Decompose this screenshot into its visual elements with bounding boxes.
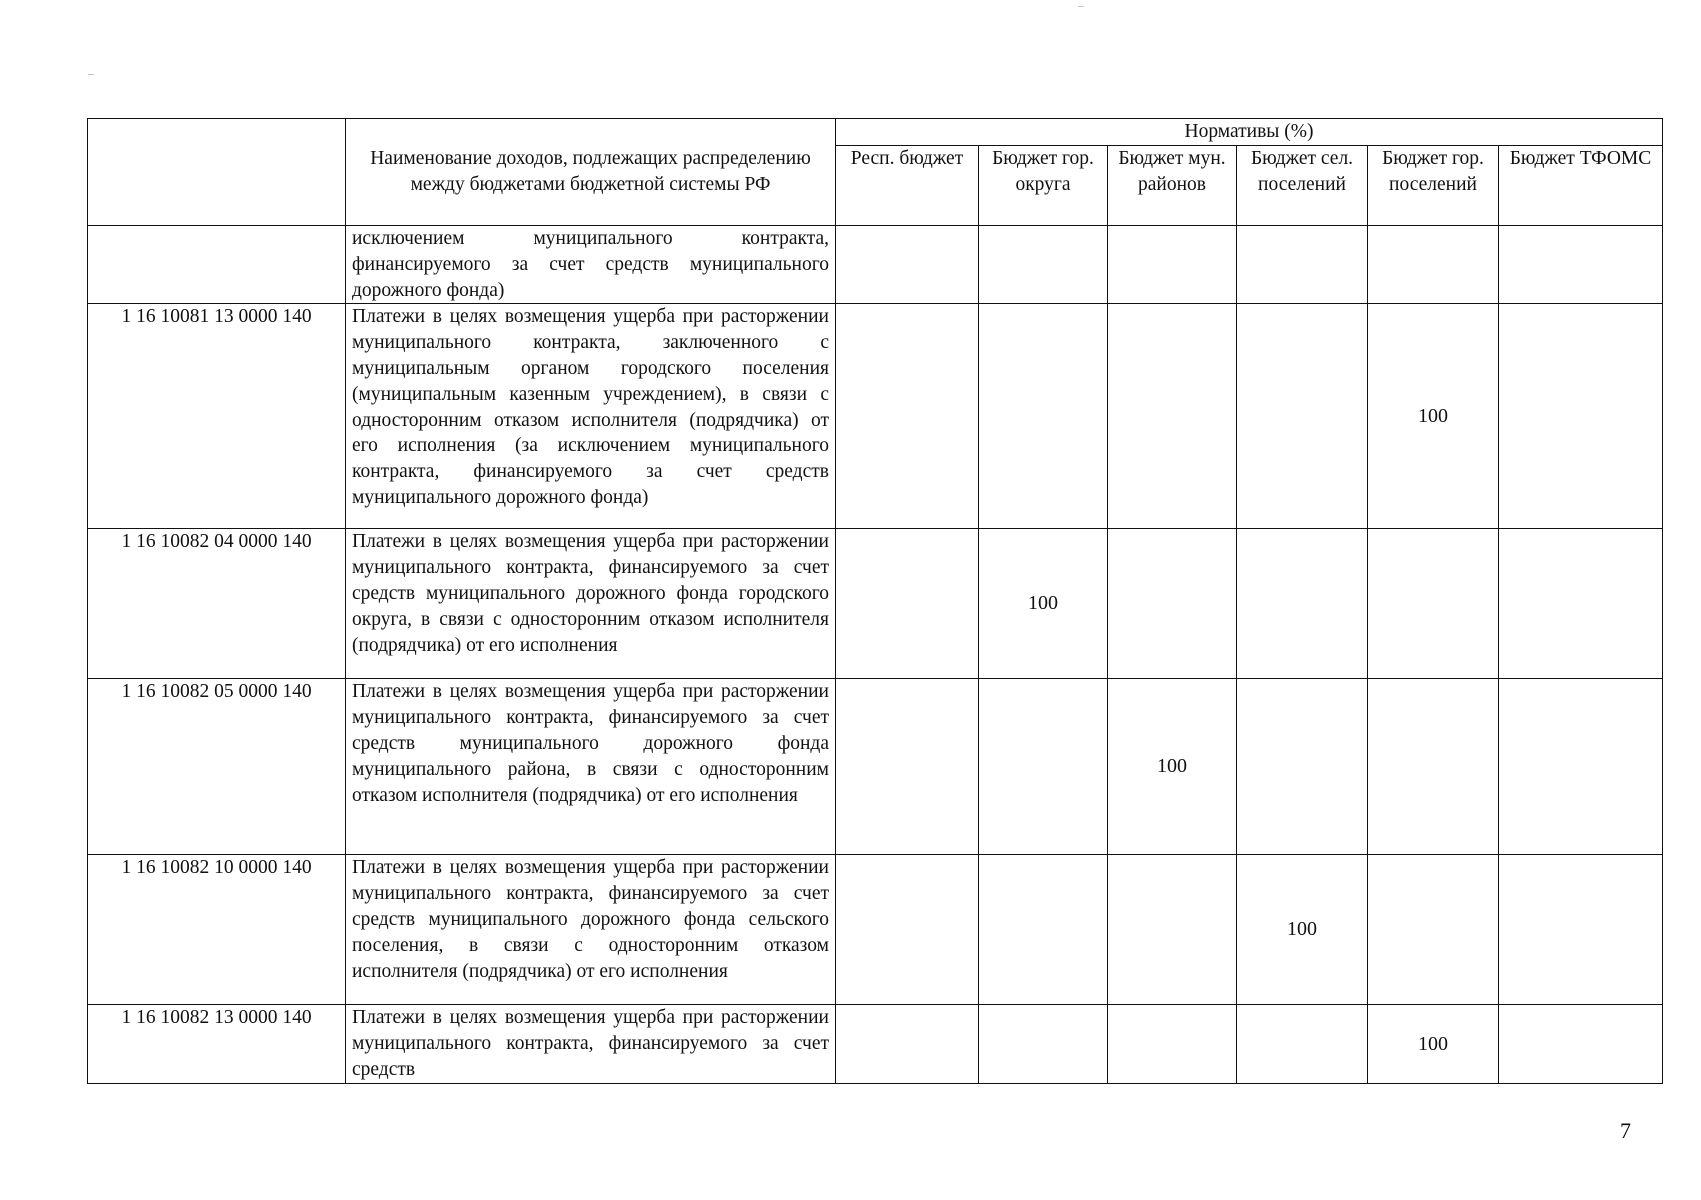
table-row [88,679,1663,855]
table-row [88,855,1663,1005]
norm-column-header: Бюджет сел. поселений [1237,146,1368,226]
norm-value-cell [1368,226,1499,304]
norm-value-cell [836,679,979,855]
norm-value-cell: 100 [1108,679,1237,855]
norm-value-cell [1499,855,1663,1005]
norm-column-header: Респ. бюджет [836,146,979,226]
norm-value-cell [1368,529,1499,679]
scan-artifact [1078,6,1084,7]
norm-value-cell: 100 [1368,1005,1499,1084]
revenue-code-cell [88,226,346,304]
revenue-code-cell: 1 16 10082 05 0000 140 [88,679,346,855]
norm-value-cell [1499,304,1663,529]
revenue-code-cell: 1 16 10082 04 0000 140 [88,529,346,679]
norm-value-cell [836,304,979,529]
norm-value-cell [979,679,1108,855]
norm-column-header: Бюджет гор. поселений [1368,146,1499,226]
norm-value-cell [1108,855,1237,1005]
norm-value-cell [1237,304,1368,529]
revenue-name-cell: Платежи в целях возмещения ущерба при расторжении муниципального контракта, финансируемого за счет средств муниципального дорожного фонда городского округа, в связи с односторонним отказом исполнителя (подрядчика) от его исполнения [346,529,836,679]
norm-value-cell [979,855,1108,1005]
norm-value-cell [1499,226,1663,304]
revenue-code-cell: 1 16 10082 13 0000 140 [88,1005,346,1084]
norm-value-cell [1237,1005,1368,1084]
norm-value-cell [1237,529,1368,679]
norm-column-header: Бюджет мун. районов [1108,146,1237,226]
norm-value-cell: 100 [1368,304,1499,529]
norm-column-header: Бюджет ТФОМС [1499,146,1663,226]
norm-value-cell [1108,529,1237,679]
revenue-name-cell: исключением муниципального контракта, финансируемого за счет средств муниципального дорожного фонда) [346,226,836,304]
norm-column-header: Бюджет гор. округа [979,146,1108,226]
norm-value-cell [836,529,979,679]
norm-value-cell [1108,226,1237,304]
revenue-name-cell: Платежи в целях возмещения ущерба при расторжении муниципального контракта, финансируемого за счет средств муниципального дорожного фонда муниципального района, в связи с односторонним отказом исполнителя (подрядчика) от его исполнения [346,679,836,855]
table-row [88,226,1663,304]
norms-group-header: Нормативы (%) [836,119,1663,146]
table-row [88,304,1663,529]
norm-value-cell [979,304,1108,529]
norm-value-cell [1368,679,1499,855]
norm-value-cell [1499,679,1663,855]
norm-value-cell [1368,855,1499,1005]
norm-value-cell [1499,529,1663,679]
norm-value-cell [1108,1005,1237,1084]
norm-value-cell [836,226,979,304]
table-row [88,1005,1663,1084]
norm-value-cell [1108,304,1237,529]
revenue-name-cell: Платежи в целях возмещения ущерба при расторжении муниципального контракта, финансируемого за счет средств муниципального дорожного фонда сельского поселения, в связи с односторонним отказом исполнителя (подрядчика) от его исполнения [346,855,836,1005]
document-page [87,118,1662,1084]
revenue-name-cell: Платежи в целях возмещения ущерба при расторжении муниципального контракта, финансируемого за счет средств [346,1005,836,1084]
norm-value-cell [979,226,1108,304]
code-column-header [88,119,346,226]
revenue-distribution-table [87,118,1663,1084]
name-column-header: Наименование доходов, подлежащих распределению между бюджетами бюджетной системы РФ [346,119,836,226]
norm-value-cell: 100 [979,529,1108,679]
revenue-name-cell: Платежи в целях возмещения ущерба при расторжении муниципального контракта, заключенного с муниципальным органом городского поселения (муниципальным казенным учреждением), в связи с односторонним отказом исполнителя (подрядчика) от его исполнения (за исключением муниципального контракта, финансируемого за счет средств муниципального дорожного фонда) [346,304,836,529]
table-row [88,529,1663,679]
norm-value-cell [836,1005,979,1084]
norm-value-cell [1237,226,1368,304]
page-number: 7 [1620,1118,1631,1143]
norm-value-cell [1237,679,1368,855]
norm-value-cell: 100 [1237,855,1368,1005]
revenue-code-cell: 1 16 10082 10 0000 140 [88,855,346,1005]
norm-value-cell [836,855,979,1005]
norm-value-cell [979,1005,1108,1084]
revenue-code-cell: 1 16 10081 13 0000 140 [88,304,346,529]
norm-value-cell [1499,1005,1663,1084]
scan-artifact [88,74,94,75]
